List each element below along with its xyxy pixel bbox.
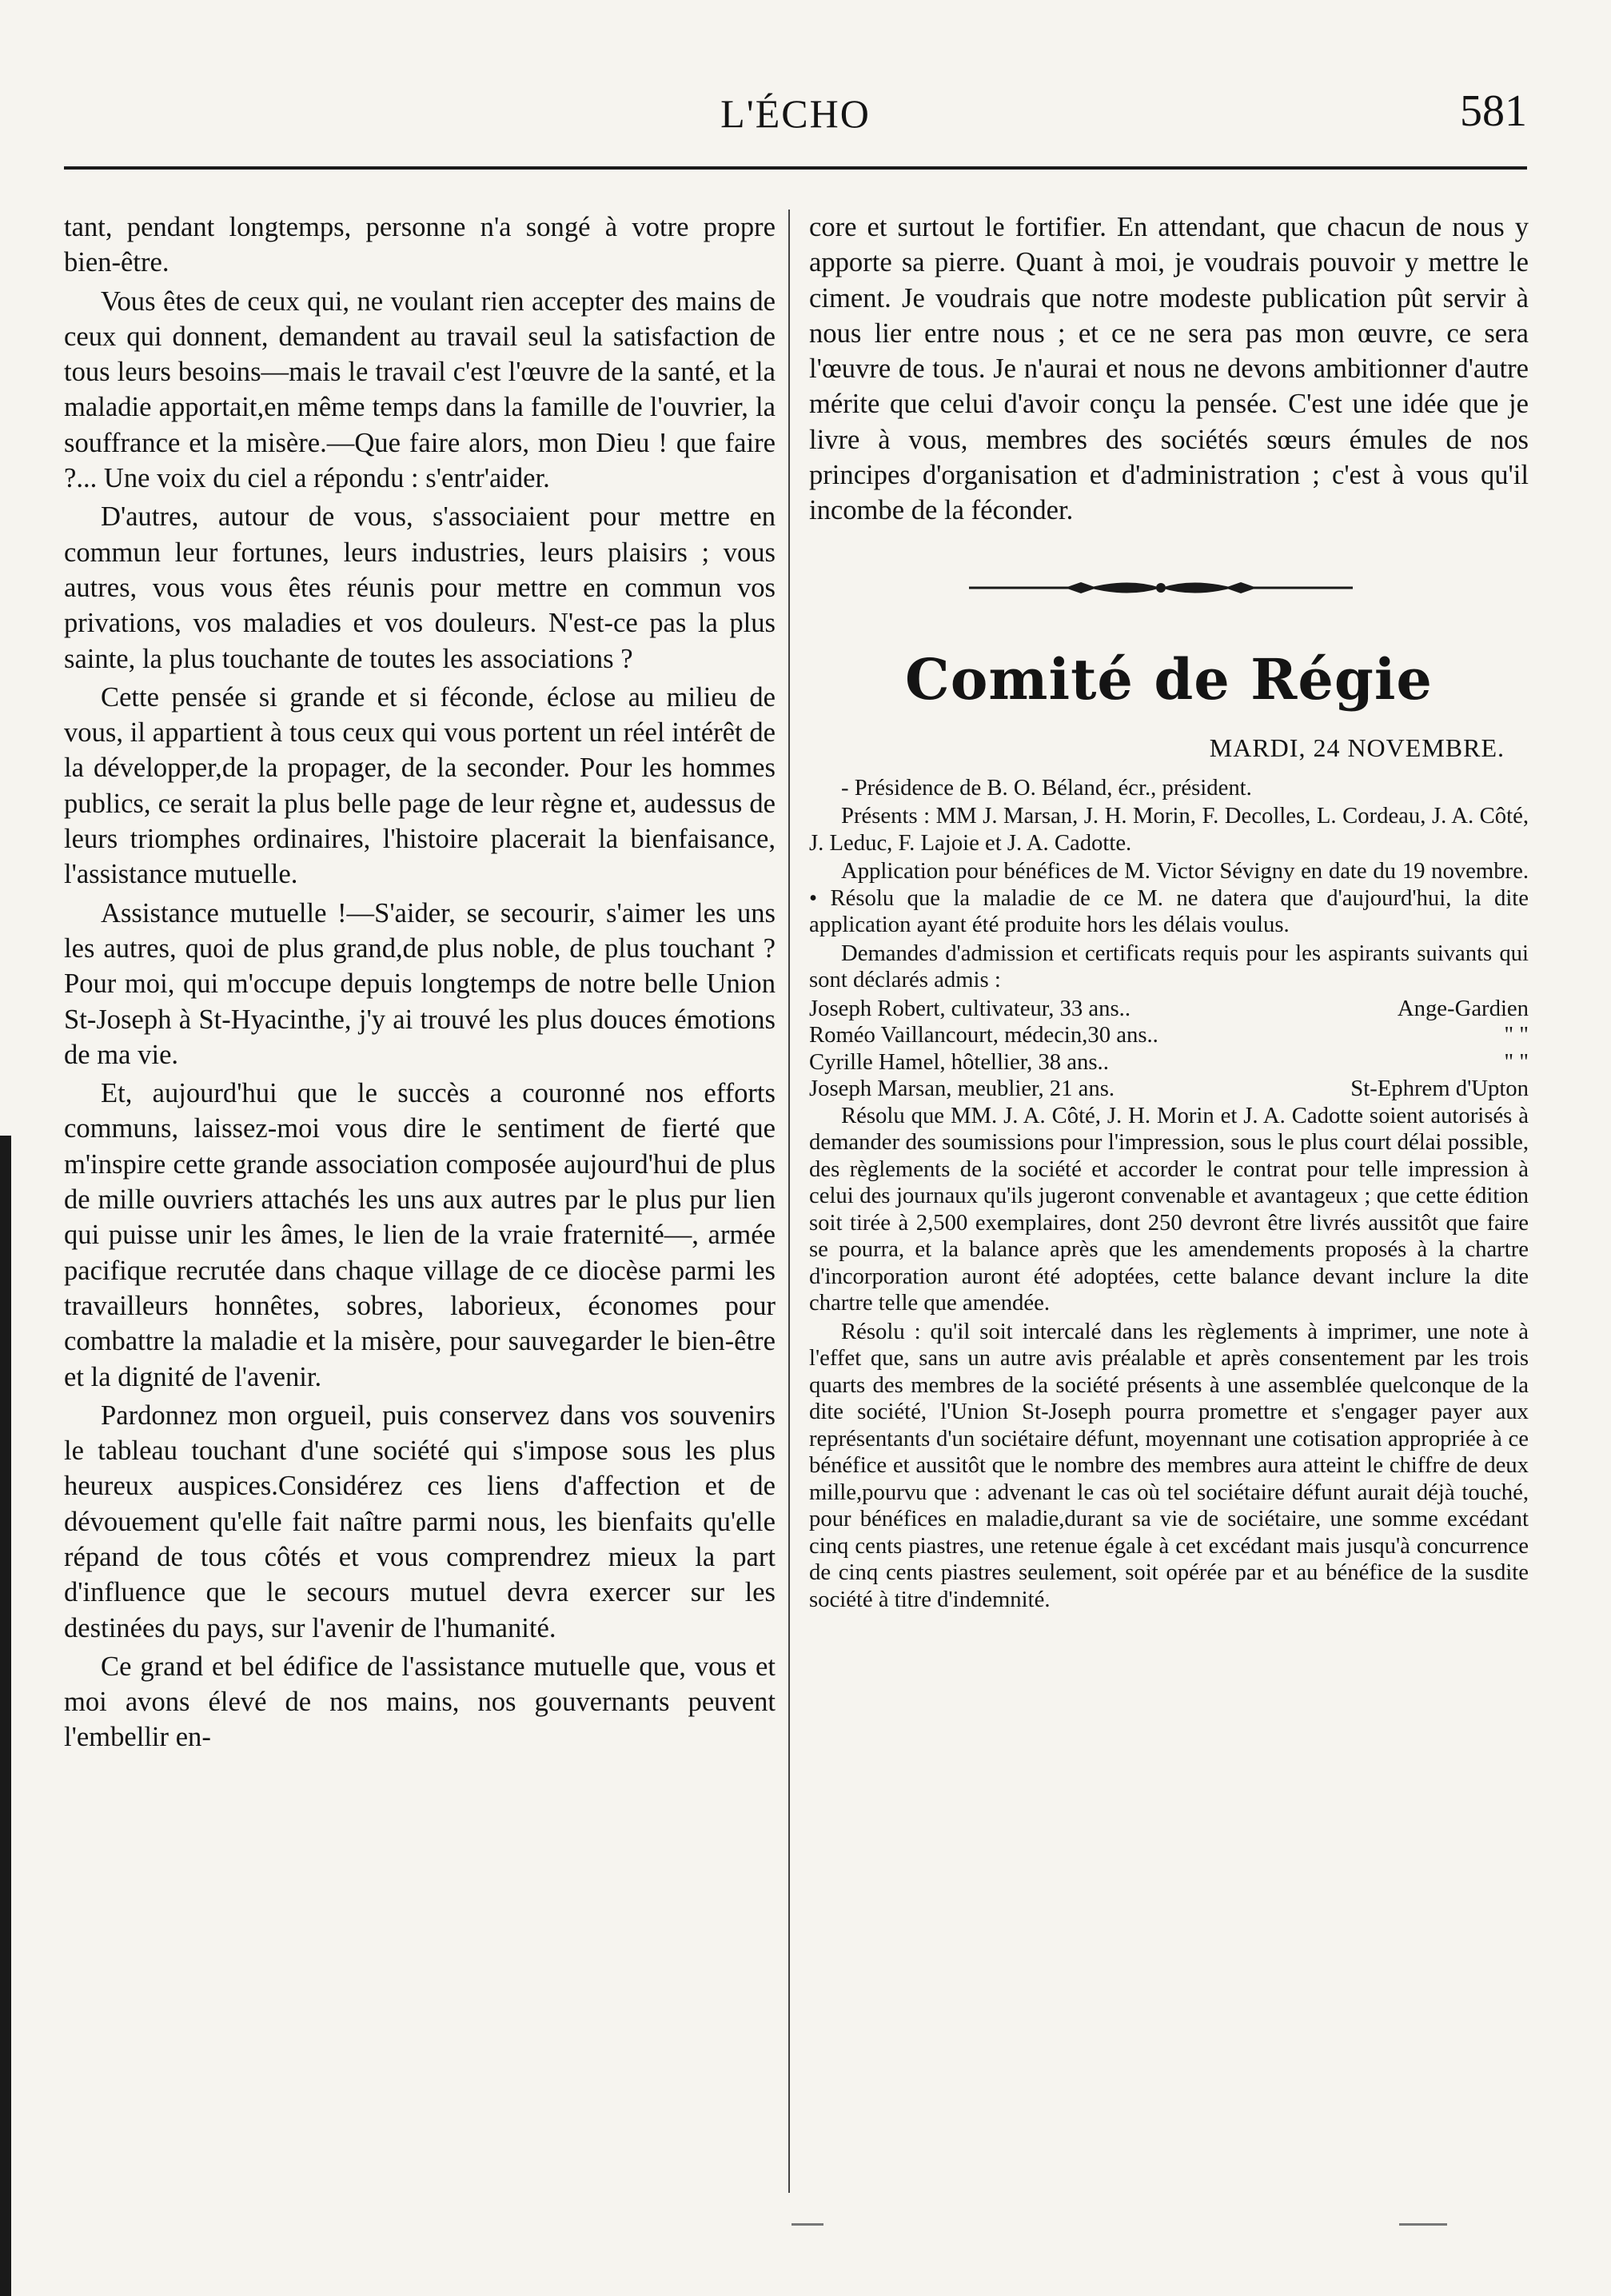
admission-place: Ange-Gardien xyxy=(1397,995,1529,1021)
paragraph: tant, pendant longtemps, personne n'a songé à votre propre bien-être. xyxy=(64,212,776,278)
admission-row xyxy=(809,1022,1529,1049)
header-rule xyxy=(64,166,1527,170)
minutes-paragraph: Application pour bénéfices de M. Victor Sévigny en date du 19 novembre. • Résolu que la maladie de ce M. ne datera que d'aujourd'hui, la dite application ayant été produite hors les délais voulus. xyxy=(809,858,1529,938)
ornamental-divider xyxy=(809,532,1529,636)
page-header xyxy=(64,76,1527,148)
footer-marks xyxy=(0,2223,1611,2255)
resolution-paragraph: Résolu que MM. J. A. Côté, J. H. Morin et J. A. Cadotte soient autorisés à demander des soumissions pour l'impression, sous le plus court délai possible, des règlements de la société et accorder le contrat pour telle impression à celui des journaux qu'ils jugeront convenable et avantageux ; que cette édition soit tirée à 2,500 exemplaires, dont 250 devront être livrés aussitôt que faire se pourra, et la balance après que les amendements proposés à la chartre d'incorporation auront été adoptées, cette balance devant inclure la dite chartre telle que amendée. xyxy=(809,1102,1529,1316)
ornament-icon xyxy=(969,576,1353,600)
paragraph: Assistance mutuelle !—S'aider, se secourir, s'aimer les uns les autres, quoi de plus grand,de plus noble, de plus touchant ? Pour moi, qui m'occupe depuis longtemps de notre belle Union St-Joseph à St-Hyacinthe, j'y ai trouvé les plus douces émotions de ma vie. xyxy=(64,897,776,1070)
admission-name: Joseph Marsan, meublier, 21 ans. xyxy=(809,1076,1115,1102)
scan-edge-shadow xyxy=(0,1136,11,2296)
column-divider xyxy=(788,210,790,2193)
paragraph: Vous êtes de ceux qui, ne voulant rien accepter des mains de ceux qui donnent, demandent au travail seul la satisfaction de tous leurs besoins—mais le travail c'est l'œuvre de la santé, et la maladie apportait,en même temps dans la famille de l'ouvrier, la souffrance et la misère.—Que faire alors, mon Dieu ! que faire ?... Une voix du ciel a répondu : s'entr'aider. xyxy=(64,286,776,494)
meeting-date: MARDI, 24 NOVEMBRE. xyxy=(1209,733,1505,762)
minutes-block xyxy=(809,775,1529,1614)
continuation-paragraph: core et surtout le fortifier. En attendant, que chacun de nous y apporte sa pierre. Quant à moi, je voudrais pouvoir y mettre le ciment. Je voudrais que notre modeste publication pût servir à nous lier entre nous ; et ce ne sera pas mon œuvre, ce sera l'œuvre de tous. Je n'aurai et nous ne devons ambitionner d'autre mérite que celui d'avoir conçu la pensée. C'est une idée que je livre à vous, membres des sociétés sœurs émules de nos principes d'organisation et d'administration ; c'est à vous qu'il incombe de la féconder. xyxy=(809,212,1529,526)
admission-row xyxy=(809,996,1529,1023)
minutes-paragraph: Demandes d'admission et certificats requis pour les aspirants suivants qui sont déclarés admis : xyxy=(809,940,1529,993)
minutes-paragraph: Présents : MM J. Marsan, J. H. Morin, F. Decolles, L. Cordeau, J. A. Côté, J. Leduc, F. Lajoie et J. A. Cadotte. xyxy=(809,803,1529,856)
admission-row xyxy=(809,1076,1529,1103)
admission-name: Cyrille Hamel, hôtellier, 38 ans.. xyxy=(809,1048,1109,1075)
paragraph: Cette pensée si grande et si féconde, éclose au milieu de vous, il appartient à tous ceux qui vous portent un réel intérêt de la développer,de la propager, de la seconder. Pour les hommes publics, ce serait la plus belle page de leur règne et, audessus de leurs triomphes ordinaires, l'histoire placerait la bienfaisance, l'assistance mutuelle. xyxy=(64,681,776,890)
admissions-list xyxy=(809,996,1529,1103)
admission-row xyxy=(809,1049,1529,1076)
minutes-paragraph: - Présidence de B. O. Béland, écr., président. xyxy=(841,774,1252,801)
left-column xyxy=(64,210,776,2209)
admission-name: Roméo Vaillancourt, médecin,30 ans.. xyxy=(809,1022,1158,1048)
journal-title: L'ÉCHO xyxy=(720,91,871,136)
paragraph: D'autres, autour de vous, s'associaient pour mettre en commun leur fortunes, leurs industries, leurs plaisirs ; vous autres, vous vous êtes réunis pour mettre en commun vos privations, vos maladies et vos douleurs. N'est-ce pas la plus sainte, la plus touchante de toutes les associations ? xyxy=(64,501,776,674)
page-number: 581 xyxy=(1460,86,1527,136)
section-title: Comité de Régie xyxy=(905,645,1433,713)
admission-place: St-Ephrem d'Upton xyxy=(1350,1076,1529,1102)
admission-name: Joseph Robert, cultivateur, 33 ans.. xyxy=(809,995,1130,1021)
paragraph: Pardonnez mon orgueil, puis conservez dans vos souvenirs le tableau touchant d'une société qui s'impose sous les plus heureux auspices.Considérez ces liens d'affection et de dévouement qu'elle fait naître parmi nous, les bienfaits qu'elle répand de tous côtés et vous comprendrez mieux la part d'influence que le secours mutuel devra exercer sur les destinées du pays, sur l'avenir de l'humanité. xyxy=(64,1400,776,1643)
admission-place: " " xyxy=(1504,1022,1529,1048)
paragraph: Et, aujourd'hui que le succès a couronné nos efforts communs, laissez-moi vous dire le sentiment de fierté que m'inspire cette grande association composée aujourd'hui de plus de mille ouvriers attachés les uns aux autres par le plus pur lien qui puisse unir les âmes, le lien de la vraie fraternité—, armée pacifique recrutée dans chaque village de ce diocèse parmi les travailleurs honnêtes, sobres, laborieux, économes pour combattre la maladie et la misère, pour sauvegarder le bien-être et la dignité de l'avenir. xyxy=(64,1078,776,1392)
right-column xyxy=(809,210,1529,2209)
paragraph: Ce grand et bel édifice de l'assistance mutuelle que, vous et moi avons élevé de nos mains, nos gouvernants peuvent l'embellir en- xyxy=(64,1651,776,1753)
admission-place: " " xyxy=(1504,1048,1529,1075)
resolution-paragraph: Résolu : qu'il soit intercalé dans les règlements à imprimer, une note à l'effet que, sans un autre avis préalable et après consentement par les trois quarts des membres de la société présents à une assemblée quelconque de la dite société, l'Union St-Joseph pourra promettre et s'engager payer aux représentants d'un sociétaire défunt, moyennant une cotisation appropriée à ce bénéfice et aussitôt que le nombre des membres aura atteint le chiffre de deux mille,pourvu que : advenant le cas où tel sociétaire défunt aurait déjà touché, pour bénéfices en maladie,durant sa vie de sociétaire, une somme excédant cinq cents piastres, une retenue égale à cet excédant mais jusqu'à concurrence de cinq cents piastres seulement, soit opérée par et au bénéfice de la susdite société à titre d'indemnité. xyxy=(809,1318,1529,1612)
